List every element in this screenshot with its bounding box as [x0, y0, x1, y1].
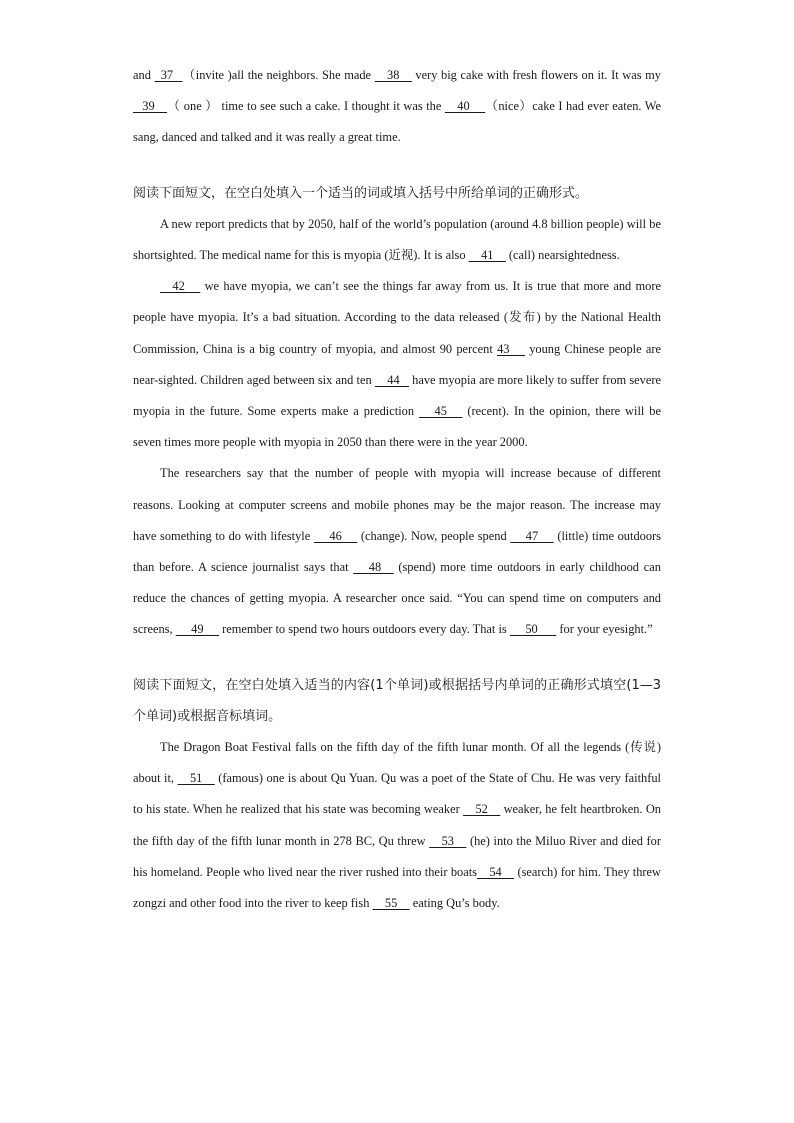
passage-text: we have myopia, we can’t see the things far away from us. It is true that more and more people have myopia. It’s a bad situation. According to the data released (发布) by the National Health Commission, China is a big country of myopia, and almost 90 percent	[133, 279, 661, 356]
passage-text: (spend) more time outdoors in early childhood can reduce the chances of getting myopia. A researcher once said. “You can spend time on computers and screens,	[133, 560, 661, 637]
section2-instruction: 阅读下面短文，在空白处填入一个适当的词或填入括号中所给单词的正确形式。	[133, 185, 589, 201]
passage-text: (call) nearsightedness.	[505, 248, 620, 263]
document-page	[133, 60, 661, 919]
passage-text: (he) into the Miluo River and died for his homeland. People who lived near the river rushed into their boats	[133, 833, 661, 879]
answer-blank[interactable]: 51	[177, 771, 215, 786]
passage-text: （invite )all the neighbors. She made	[182, 68, 375, 82]
answer-blank[interactable]: 46	[313, 528, 358, 543]
passage-text: very big cake with fresh flowers on it. It was my	[411, 68, 661, 82]
answer-blank[interactable]: 52	[463, 802, 501, 817]
section3-paragraph-1	[133, 732, 661, 919]
answer-blank[interactable]: 48	[353, 560, 394, 575]
answer-blank[interactable]: 47	[510, 528, 554, 543]
passage-text: and	[133, 68, 155, 82]
answer-blank[interactable]: 55	[372, 896, 410, 911]
passage-continued	[133, 60, 661, 154]
answer-blank[interactable]: 40	[444, 99, 486, 114]
answer-blank[interactable]: 44	[374, 372, 409, 387]
passage-text: for your eyesight.”	[556, 622, 653, 637]
answer-blank[interactable]: 41	[468, 248, 506, 263]
passage-text: (change). Now, people spend	[357, 528, 511, 543]
answer-blank[interactable]: 39	[133, 99, 168, 114]
passage-text: （ one ） time to see such a cake. I thought it was the	[167, 99, 445, 114]
passage-text: A new report predicts that by 2050, half of the world’s population (around 4.8 billion people) will be shortsighted. The medical name for this is myopia (近视). It is also	[133, 216, 661, 263]
answer-blank[interactable]: 38	[374, 68, 412, 82]
passage-text: remember to spend two hours outdoors every day. That is	[219, 622, 510, 637]
answer-blank[interactable]: 49	[175, 622, 220, 637]
answer-blank[interactable]: 53	[429, 833, 467, 848]
passage-text: have myopia are more likely to suffer from severe myopia in the future. Some experts make a prediction	[133, 372, 661, 419]
section2-paragraph-3	[133, 458, 661, 645]
passage-text: The Dragon Boat Festival falls on the fifth day of the fifth lunar month. Of all the legends (传说) about it,	[133, 740, 661, 786]
passage-text: (recent). In the opinion, there will be seven times more people with myopia in 2050 than there were in the year 2000.	[133, 404, 662, 450]
answer-blank[interactable]: 54	[476, 864, 515, 879]
answer-blank[interactable]: 43	[497, 341, 525, 356]
passage-text: The researchers say that the number of people with myopia will increase because of different reasons. Looking at computer screens and mobile phones may be the major reason. The increase may have something to do with lifestyle	[133, 466, 661, 543]
passage-text: (famous) one is about Qu Yuan. Qu was a poet of the State of Chu. He was very faithful to his state. When he realized that his state was becoming weaker	[133, 771, 661, 817]
section2-paragraph-2	[133, 271, 661, 458]
passage-text: (search) for him. They threw zongzi and other food into the river to keep fish	[133, 864, 661, 911]
section3-instruction: 阅读下面短文，在空白处填入适当的内容(1个单词)或根据括号内单词的正确形式填空(1—3个单词)或根据音标填词。	[133, 677, 661, 724]
passage-text: (little) time outdoors than before. A science journalist says that	[133, 528, 661, 575]
passage-text: weaker, he felt heartbroken. On the fifth day of the fifth lunar month in 278 BC, Qu threw	[133, 802, 661, 848]
answer-blank[interactable]: 45	[419, 404, 463, 419]
section2-paragraph-1	[133, 209, 661, 271]
passage-text: （nice）cake I had ever eaten. We sang, danced and talked and it was really a great time.	[133, 99, 661, 145]
passage-text: young Chinese people are near-sighted. Children aged between six and ten	[133, 341, 661, 387]
passage-text: eating Qu’s body.	[409, 896, 500, 911]
answer-blank[interactable]: 42	[160, 279, 201, 294]
answer-blank[interactable]: 50	[509, 622, 557, 637]
answer-blank[interactable]: 37	[154, 68, 183, 82]
